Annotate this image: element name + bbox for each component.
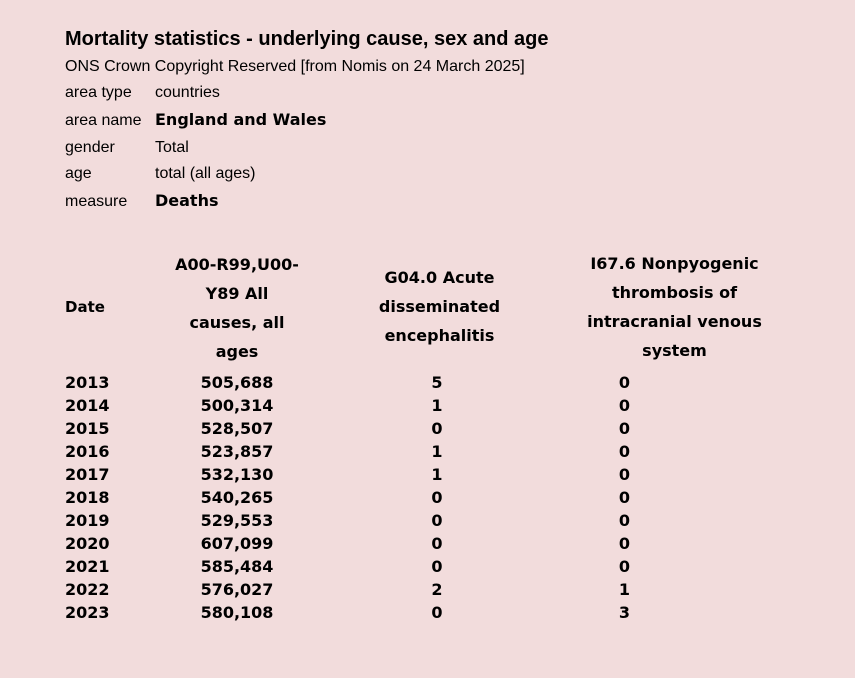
cell-date: 2016 xyxy=(65,442,110,461)
meta-row-area-type xyxy=(65,84,220,102)
cell-date: 2018 xyxy=(65,488,110,507)
cell-g04: 0 xyxy=(431,419,443,438)
table-row xyxy=(65,463,737,486)
meta-label: measure xyxy=(65,193,128,210)
cell-i67: 0 xyxy=(618,488,631,507)
table-row xyxy=(65,371,737,394)
header-line: A00-R99,U00- xyxy=(175,255,299,274)
header-line: G04.0 Acute xyxy=(384,268,495,287)
meta-value: England and Wales xyxy=(155,110,327,129)
cell-g04: 1 xyxy=(431,465,443,484)
cell-i67: 0 xyxy=(618,465,631,484)
cell-all-causes: 585,484 xyxy=(200,557,274,576)
cell-all-causes: 540,265 xyxy=(200,488,274,507)
cell-all-causes: 532,130 xyxy=(200,465,274,484)
cell-date: 2022 xyxy=(65,580,110,599)
meta-row-area-name xyxy=(65,110,326,130)
cell-g04: 1 xyxy=(431,396,443,415)
cell-date: 2014 xyxy=(65,396,110,415)
cell-all-causes: 580,108 xyxy=(200,603,274,622)
copyright-line: ONS Crown Copyright Reserved [from Nomis on 24 March 2025] xyxy=(65,58,525,75)
table-row xyxy=(65,578,737,601)
cell-all-causes: 576,027 xyxy=(200,580,274,599)
column-header-date: Date xyxy=(65,298,105,316)
column-header-i67 xyxy=(562,249,787,365)
cell-date: 2021 xyxy=(65,557,110,576)
cell-date: 2017 xyxy=(65,465,110,484)
cell-all-causes: 607,099 xyxy=(200,534,274,553)
cell-g04: 2 xyxy=(431,580,443,599)
cell-i67: 0 xyxy=(618,373,631,392)
cell-all-causes: 523,857 xyxy=(200,442,274,461)
table-row xyxy=(65,509,737,532)
table-body xyxy=(65,371,737,624)
page-title: Mortality statistics - underlying cause, sex and age xyxy=(65,28,549,50)
header-line: encephalitis xyxy=(384,326,495,345)
cell-i67: 0 xyxy=(618,534,631,553)
header-line: Y89 All xyxy=(205,284,269,303)
table-row xyxy=(65,486,737,509)
cell-i67: 0 xyxy=(618,442,631,461)
cell-i67: 0 xyxy=(618,419,631,438)
table-row xyxy=(65,417,737,440)
cell-i67: 0 xyxy=(618,557,631,576)
cell-g04: 0 xyxy=(431,603,443,622)
cell-date: 2015 xyxy=(65,419,110,438)
meta-label: gender xyxy=(65,139,115,156)
meta-value: Deaths xyxy=(155,191,219,210)
header-line: disseminated xyxy=(378,297,501,316)
cell-all-causes: 500,314 xyxy=(200,396,274,415)
cell-i67: 3 xyxy=(618,603,631,622)
table-row xyxy=(65,532,737,555)
cell-date: 2019 xyxy=(65,511,110,530)
meta-label: area name xyxy=(65,112,142,129)
cell-g04: 0 xyxy=(431,488,443,507)
table-row xyxy=(65,601,737,624)
header-line: thrombosis of xyxy=(611,283,738,302)
cell-g04: 5 xyxy=(431,373,443,392)
cell-all-causes: 529,553 xyxy=(200,511,274,530)
cell-i67: 1 xyxy=(618,580,631,599)
cell-all-causes: 528,507 xyxy=(200,419,274,438)
header-line: system xyxy=(642,341,707,360)
meta-row-gender xyxy=(65,139,189,157)
meta-label: area type xyxy=(65,84,132,101)
column-header-g04 xyxy=(362,263,517,350)
meta-value: countries xyxy=(155,84,220,101)
cell-i67: 0 xyxy=(618,396,631,415)
header-line: ages xyxy=(215,342,259,361)
table-row xyxy=(65,555,737,578)
meta-row-age xyxy=(65,165,256,183)
meta-label: age xyxy=(65,165,92,182)
header-line: intracranial venous xyxy=(587,312,762,331)
meta-row-measure xyxy=(65,191,219,211)
cell-date: 2013 xyxy=(65,373,110,392)
cell-g04: 0 xyxy=(431,534,443,553)
meta-value: Total xyxy=(155,139,189,156)
cell-date: 2023 xyxy=(65,603,110,622)
column-header-all-causes xyxy=(162,250,312,366)
cell-g04: 0 xyxy=(431,557,443,576)
table-row xyxy=(65,440,737,463)
meta-value: total (all ages) xyxy=(155,165,256,182)
cell-all-causes: 505,688 xyxy=(200,373,274,392)
data-table xyxy=(65,371,737,624)
cell-date: 2020 xyxy=(65,534,110,553)
cell-i67: 0 xyxy=(618,511,631,530)
header-line: I67.6 Nonpyogenic xyxy=(590,254,759,273)
cell-g04: 0 xyxy=(431,511,443,530)
header-line: causes, all xyxy=(189,313,285,332)
table-row xyxy=(65,394,737,417)
cell-g04: 1 xyxy=(431,442,443,461)
